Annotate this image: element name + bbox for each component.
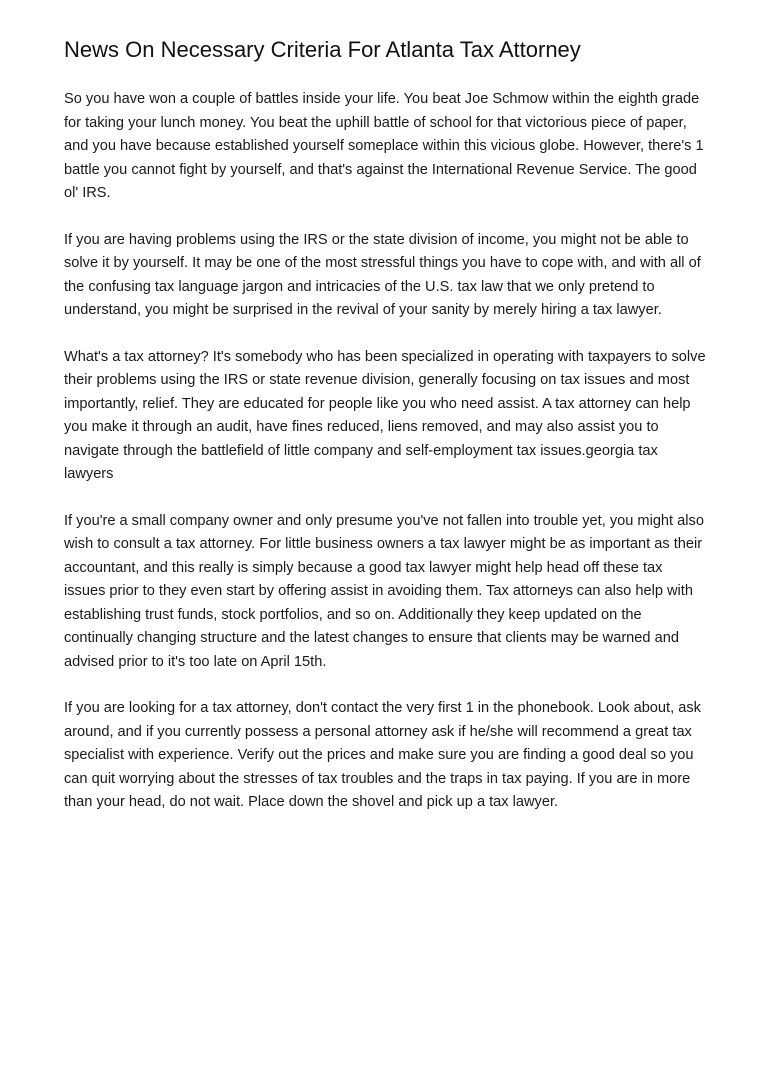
paragraph-2: If you are having problems using the IRS or the state division of income, you might not be able to solve it by yourself. It may be one of the most stressful things you have to cope with, and with all of the confusing tax language jargon and intricacies of the U.S. tax law that we only pretend to understand, you might be surprised in the revival of your sanity by merely hiring a tax lawyer. [64,231,701,318]
document-title: News On Necessary Criteria For Atlanta Tax Attorney [64,37,581,62]
paragraph-4: If you're a small company owner and only presume you've not fallen into trouble yet, you might also wish to consult a tax attorney. For little business owners a tax lawyer might be as important as their accountant, and this really is simply because a good tax lawyer might help head off these tax issues prior to they even start by offering assist in avoiding them. Tax attorneys can also help with establishing trust funds, stock portfolios, and so on. Additionally they keep updated on the continually changing structure and the latest changes to ensure that clients may be warned and advised prior to it's too late on April 15th. [64,512,704,670]
paragraph-3: What's a tax attorney? It's somebody who has been specialized in operating with taxpayers to solve their problems using the IRS or state revenue division, generally focusing on tax issues and most importantly, relief. They are educated for people like you who need assist. A tax attorney can help you make it through an audit, have fines reduced, liens removed, and may also assist you to navigate through the battlefield of little company and self-employment tax issues.georgia tax lawyers [64,348,706,482]
paragraph-5: If you are looking for a tax attorney, don't contact the very first 1 in the phonebook. Look about, ask around, and if you currently possess a personal attorney ask if he/she will recommend a great tax specialist with experience. Verify out the prices and make sure you are finding a good deal so you can quit worrying about the stresses of tax troubles and the traps in tax paying. If you are in more than your head, do not wait. Place down the shovel and pick up a tax lawyer. [64,700,701,810]
paragraph-1: So you have won a couple of battles inside your life. You beat Joe Schmow within the eighth grade for taking your lunch money. You beat the uphill battle of school for that victorious piece of paper, and you have because established yourself someplace within this vicious globe. However, there's 1 battle you cannot fight by yourself, and that's against the International Revenue Service. The good ol' IRS. [64,91,704,201]
